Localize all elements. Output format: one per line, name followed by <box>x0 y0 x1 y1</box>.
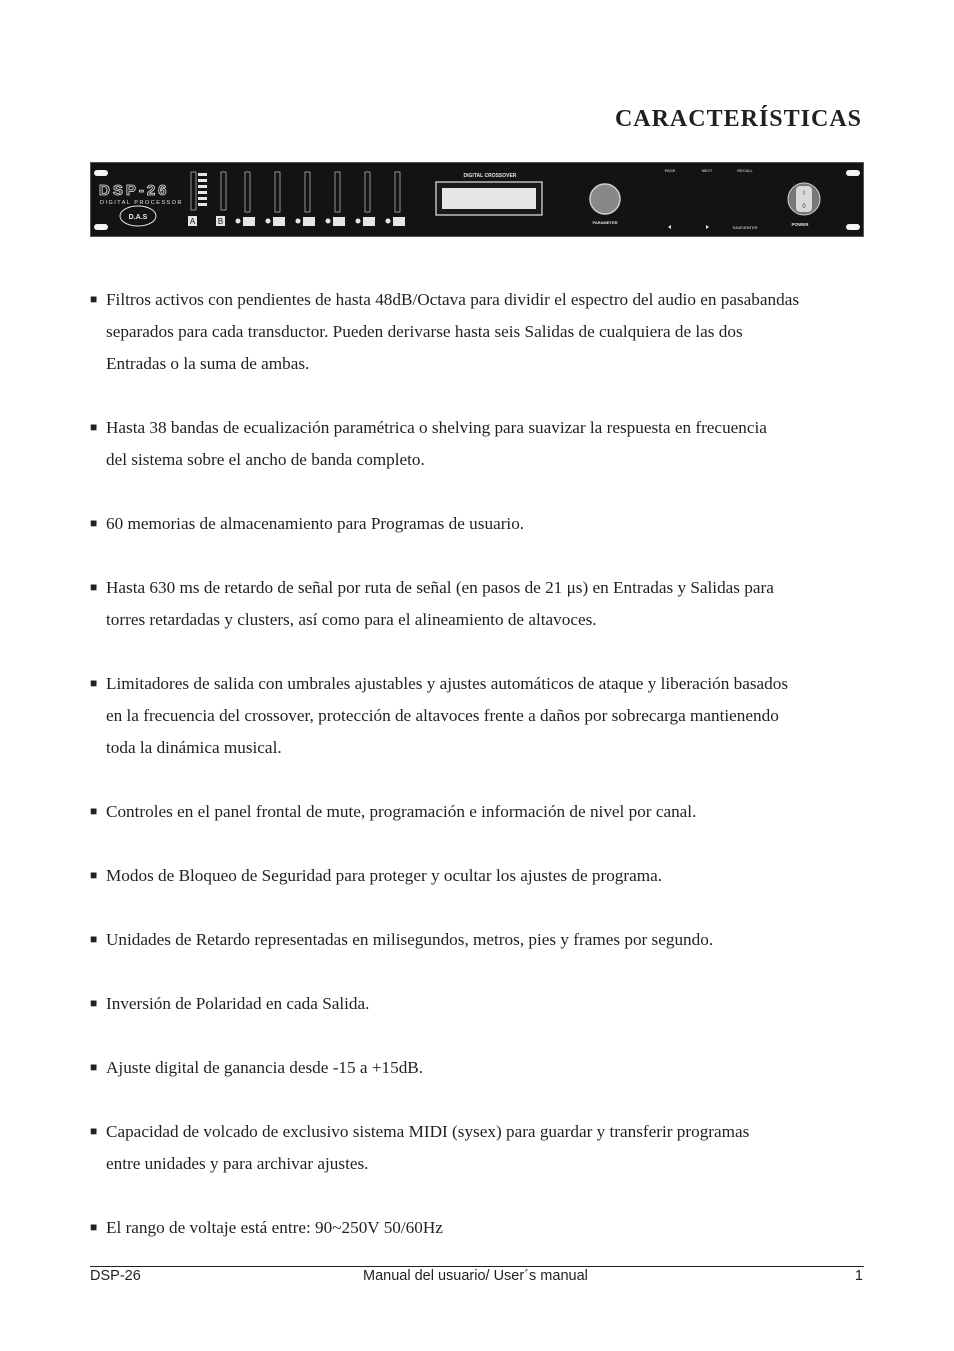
square-bullet-icon: ■ <box>90 932 98 946</box>
feature-item <box>90 1052 890 1084</box>
square-bullet-icon: ■ <box>90 1060 98 1074</box>
feature-item <box>90 924 890 956</box>
feature-text: 60 memorias de almacenamiento para Programas de usuario. <box>106 514 525 533</box>
recall-label: RECALL <box>737 168 753 173</box>
square-bullet-icon: ■ <box>90 868 98 882</box>
device-brand: DSP-26 <box>99 182 170 199</box>
rack-hole-icon <box>846 170 860 176</box>
footer-model: DSP-26 <box>90 1268 141 1284</box>
feature-item <box>90 412 890 476</box>
feature-item <box>90 860 890 892</box>
feature-item <box>90 668 890 764</box>
device-logo: D.A.S <box>128 214 148 221</box>
square-bullet-icon: ■ <box>90 420 98 434</box>
feature-text: Controles en el panel frontal de mute, programación e información de nivel por canal. <box>106 802 697 821</box>
page-title: CARACTERÍSTICAS <box>614 106 862 132</box>
square-bullet-icon: ■ <box>90 804 98 818</box>
square-bullet-icon: ■ <box>90 1220 98 1234</box>
feature-item <box>90 284 890 380</box>
feature-text: Hasta 38 bandas de ecualización paramétrica o shelving para suavizar la respuesta en frecuencia del sistema sobre el ancho de banda completo. <box>106 418 767 469</box>
feature-item <box>90 1212 890 1244</box>
feature-text: Hasta 630 ms de retardo de señal por ruta de señal (en pasos de 21 μs) en Entradas y Salidas para torres retardadas y clusters, así como para el alineamiento de altavoces. <box>106 578 774 629</box>
features-list <box>90 284 890 1276</box>
footer-divider <box>90 1266 864 1267</box>
square-bullet-icon: ■ <box>90 580 98 594</box>
display-label: DIGITAL CROSSOVER <box>463 173 517 179</box>
feature-text: Capacidad de volcado de exclusivo sistema MIDI (sysex) para guardar y transferir programas entre unidades y para archivar ajustes. <box>106 1122 750 1173</box>
input-b-label: B <box>217 217 224 226</box>
device-subtitle: DIGITAL PROCESSOR <box>100 200 183 206</box>
power-label: POWER <box>791 222 809 227</box>
feature-item <box>90 796 890 828</box>
feature-item <box>90 988 890 1020</box>
square-bullet-icon: ■ <box>90 996 98 1010</box>
square-bullet-icon: ■ <box>90 676 98 690</box>
rack-hole-icon <box>94 224 108 230</box>
page-label: PAGE <box>664 168 676 173</box>
rack-hole-icon <box>94 170 108 176</box>
feature-text: Limitadores de salida con umbrales ajustables y ajustes automáticos de ataque y liberación basados en la frecuencia del crossover, protección de altavoces frente a daños por sobrecarga mantienendo toda la dinámica musical. <box>106 674 789 757</box>
input-a-label: A <box>189 217 196 226</box>
save-enter-label: SAVE/ENTER <box>732 225 758 230</box>
rack-hole-icon <box>846 224 860 230</box>
feature-item <box>90 508 890 540</box>
feature-text: Unidades de Retardo representadas en milisegundos, metros, pies y frames por segundo. <box>106 930 714 949</box>
page-number: 1 <box>854 1268 863 1284</box>
square-bullet-icon: ■ <box>90 516 98 530</box>
feature-text: Filtros activos con pendientes de hasta 48dB/Octava para dividir el espectro del audio en pasabandas separados para cada transductor. Pueden derivarse hasta seis Salidas de cualquiera de las dos Entradas o la suma de ambas. <box>106 290 800 373</box>
parameter-knob <box>590 184 620 214</box>
device-front-panel-image <box>90 162 864 237</box>
feature-text: Modos de Bloqueo de Seguridad para proteger y ocultar los ajustes de programa. <box>106 866 663 885</box>
square-bullet-icon: ■ <box>90 1124 98 1138</box>
feature-text: Inversión de Polaridad en cada Salida. <box>106 994 370 1013</box>
square-bullet-icon: ■ <box>90 292 98 306</box>
power-off-mark: 0 <box>802 204 806 210</box>
feature-item <box>90 572 890 636</box>
feature-text: El rango de voltaje está entre: 90~250V 50/60Hz <box>106 1218 443 1237</box>
feature-item <box>90 1116 890 1180</box>
next-label: NEXT <box>701 168 713 173</box>
power-on-mark: I <box>803 191 805 197</box>
footer-manual-title: Manual del usuario/ User´s manual <box>363 1268 588 1284</box>
feature-text: Ajuste digital de ganancia desde -15 a +15dB. <box>106 1058 424 1077</box>
parameter-label: PARAMETER <box>592 220 618 225</box>
